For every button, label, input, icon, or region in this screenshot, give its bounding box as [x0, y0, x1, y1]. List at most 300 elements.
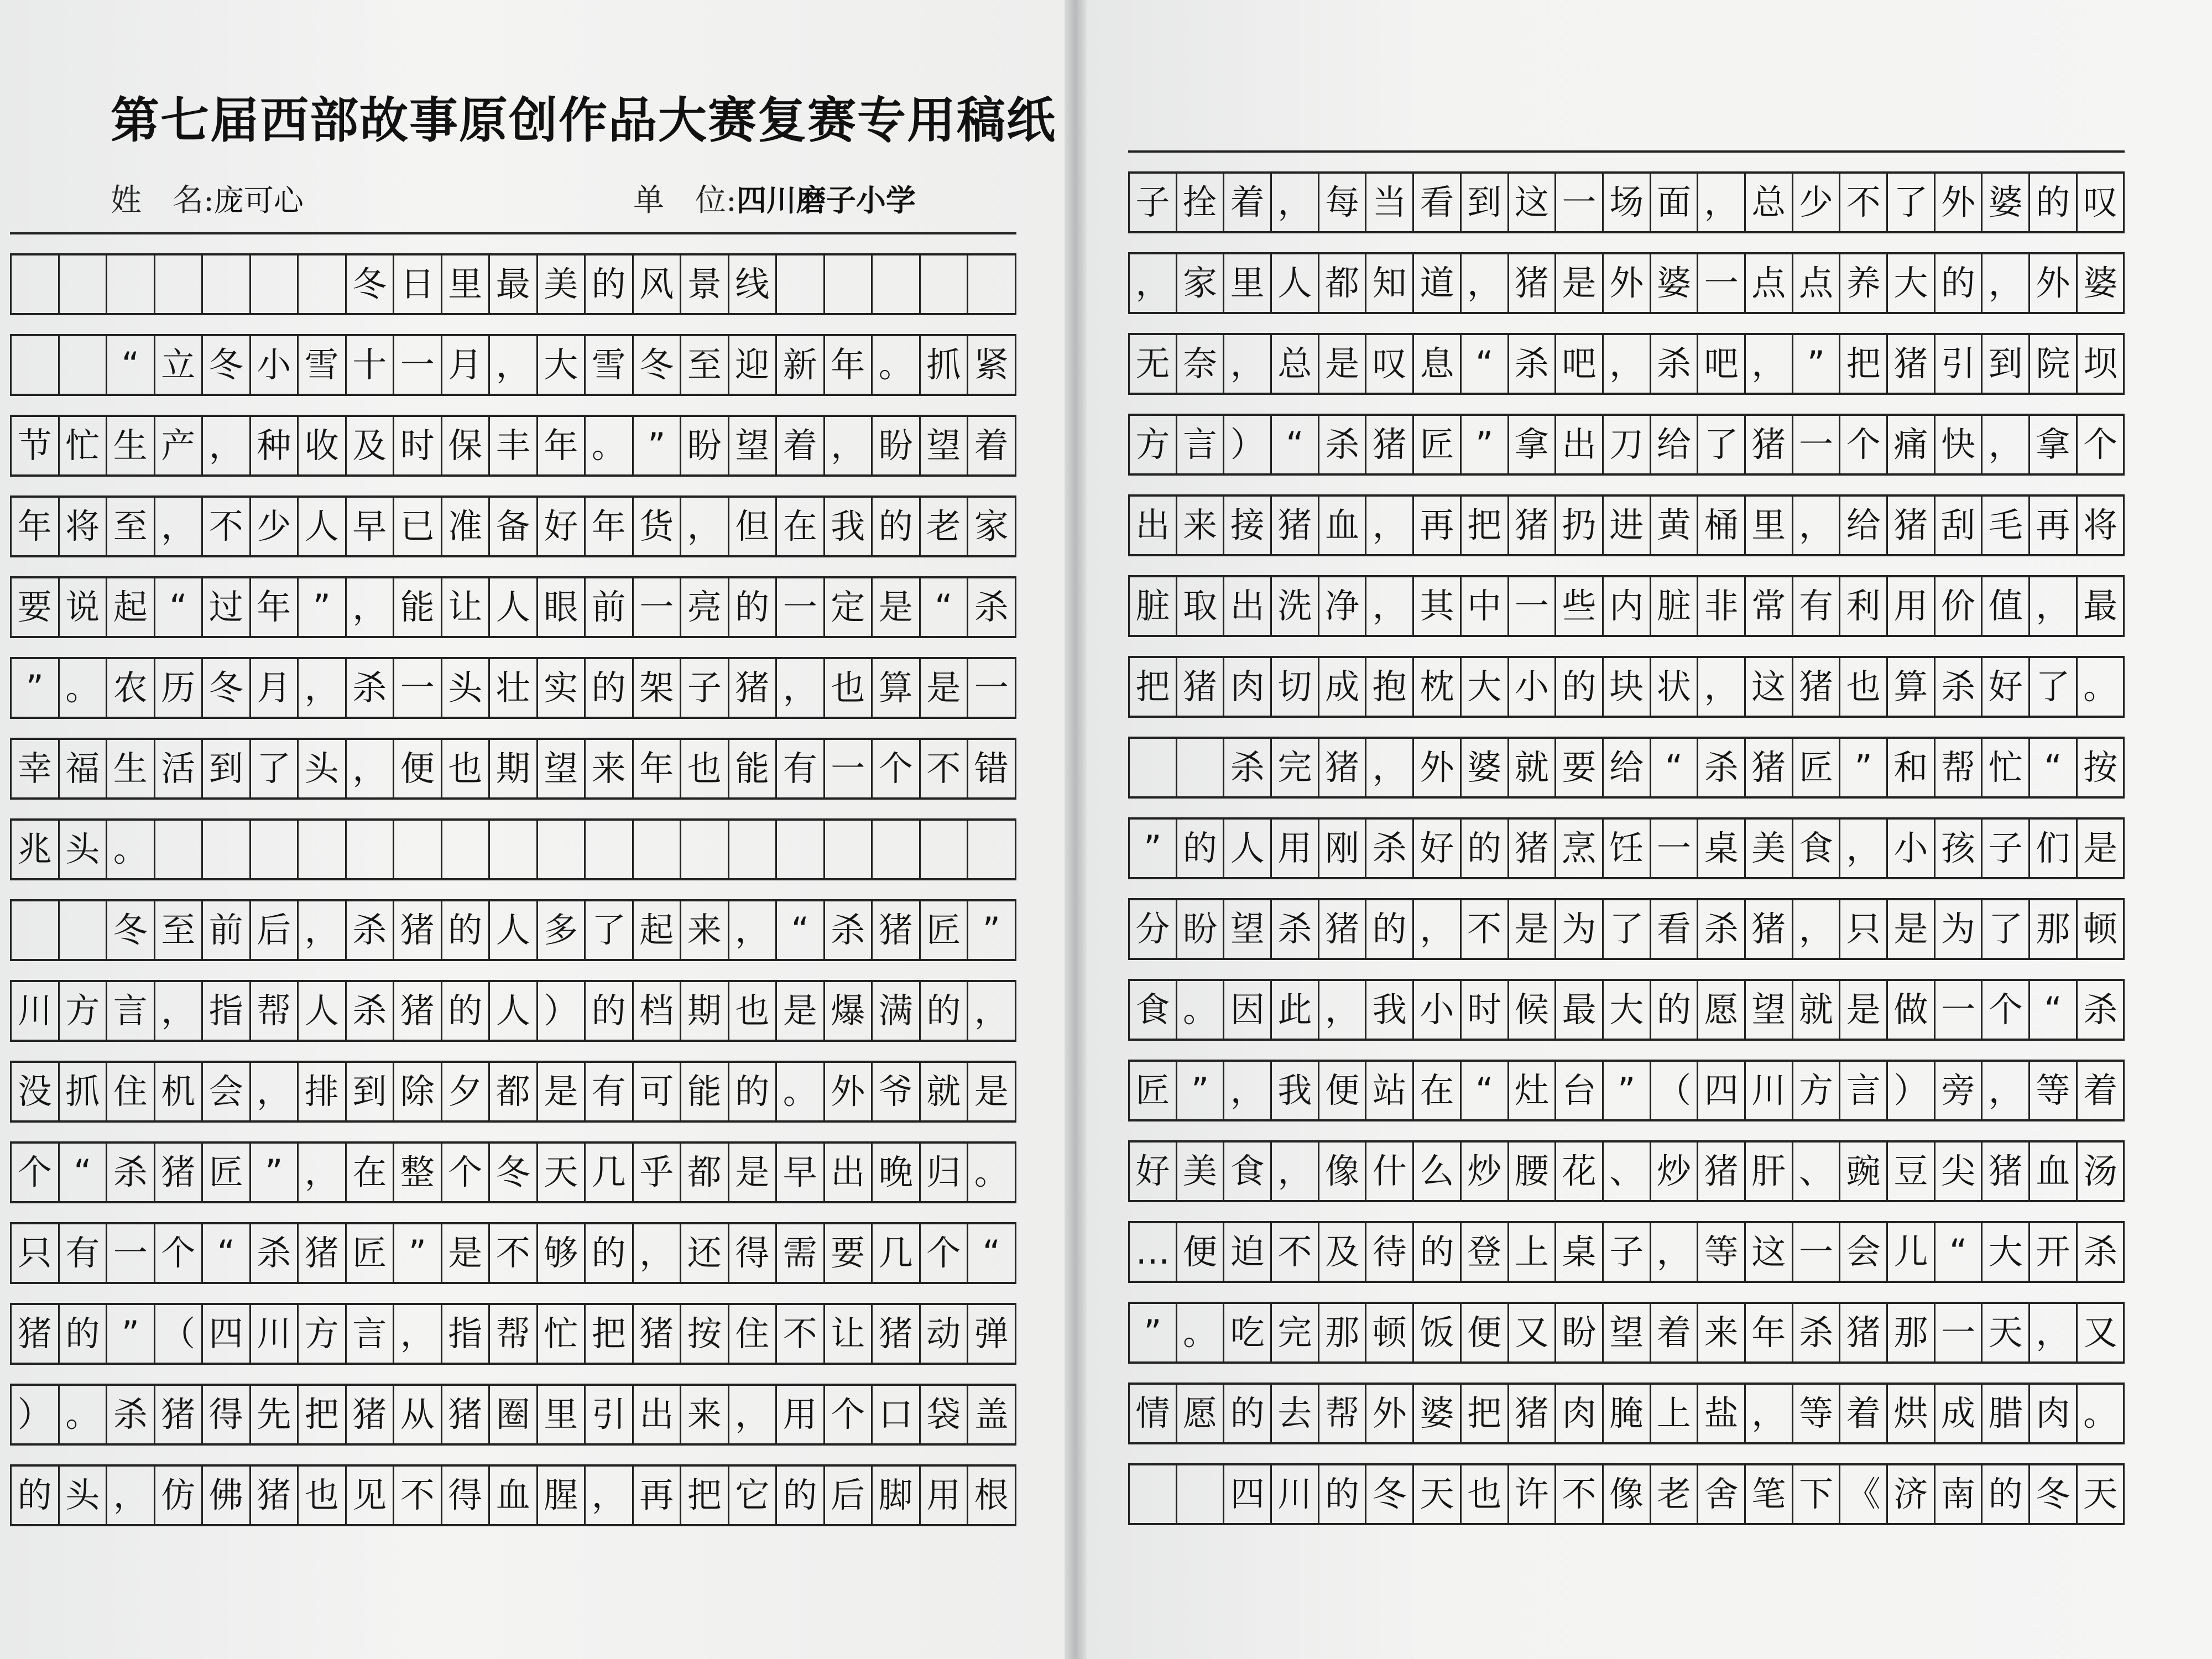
grid-row	[10, 394, 1016, 474]
name-field	[111, 176, 304, 220]
grid-cell: 下	[1793, 1465, 1841, 1523]
grid-cell: “	[921, 578, 969, 636]
grid-cell: 给	[1840, 497, 1888, 554]
grid-cell: ”	[107, 1305, 155, 1363]
grid-cell: 的	[1414, 1223, 1462, 1281]
grid-cell: ，	[968, 982, 1016, 1040]
grid-cell: 也	[1462, 1465, 1509, 1523]
grid-cell: 当	[1366, 174, 1414, 231]
grid-cell: 还	[681, 1224, 729, 1282]
grid-cell: 杀	[1224, 739, 1272, 796]
grid-cell: 腰	[1509, 1142, 1557, 1200]
grid-cell: 出	[1130, 497, 1177, 554]
grid-cell: 时	[394, 417, 442, 474]
form-title: 第七届西部故事原创作品大赛复赛专用稿纸	[111, 91, 1057, 149]
row-separator	[10, 1120, 1016, 1144]
grid-cell: 口	[873, 1386, 921, 1443]
row-separator	[10, 394, 1016, 417]
grid-cell	[60, 255, 108, 313]
grid-cell: 方	[1793, 1062, 1841, 1119]
grid-cell: 又	[2078, 1304, 2125, 1361]
grid-cell: 一	[1793, 416, 1841, 473]
grid-cell: 子	[681, 659, 729, 717]
grid-cell: 按	[2078, 739, 2125, 796]
grid-cell: 言	[1177, 416, 1225, 473]
grid-cell: 外	[1936, 174, 1983, 231]
row-cells	[10, 498, 1016, 555]
grid-cell: 也	[681, 740, 729, 797]
grid-cell: 杀	[1698, 739, 1746, 796]
grid-cell	[634, 821, 682, 878]
row-cells	[10, 982, 1016, 1040]
grid-cell: 它	[729, 1467, 778, 1524]
grid-cell: 猪	[442, 1386, 491, 1443]
grid-cell: 个	[1983, 981, 2030, 1039]
grid-cell: 乎	[634, 1144, 682, 1201]
grid-cell: 着	[968, 417, 1016, 474]
grid-cell: 点	[1793, 254, 1841, 312]
grid-cell: 收	[299, 417, 347, 474]
grid-cell: 小	[251, 336, 299, 394]
page-fold	[1065, 0, 1087, 1659]
grid-cell: 也	[299, 1467, 347, 1524]
grid-cell: 脏	[1130, 577, 1177, 635]
grid-row	[1128, 1039, 2125, 1119]
grid-cell: 到	[347, 1063, 395, 1120]
grid-cell: 养	[1840, 254, 1888, 312]
grid-cell: 大	[1983, 1223, 2030, 1281]
grid-cell: 方	[299, 1305, 347, 1363]
grid-cell: 指	[203, 982, 251, 1040]
grid-cell: 利	[1840, 577, 1888, 635]
grid-cell: 总	[1272, 335, 1319, 393]
grid-cell: 脚	[873, 1467, 921, 1524]
grid-cell: 猪	[155, 1144, 204, 1201]
grid-cell: 豆	[1888, 1142, 1936, 1200]
grid-cell: 外	[825, 1063, 873, 1120]
row-cells	[1128, 497, 2125, 554]
grid-cell: 十	[347, 336, 395, 394]
grid-cell: 常	[1746, 577, 1793, 635]
grid-cell: 一	[825, 740, 873, 797]
grid-cell	[825, 821, 873, 878]
grid-cell: 方	[1130, 416, 1177, 473]
grid-cell: 是	[777, 982, 825, 1040]
grid-cell: 不	[490, 1224, 538, 1282]
row-cells	[10, 1305, 1016, 1363]
row-cells	[10, 901, 1016, 959]
grid-cell: 着	[1224, 174, 1272, 231]
grid-cell: 一	[1936, 1304, 1983, 1361]
grid-cell: 亮	[681, 578, 729, 636]
grid-cell: ，	[299, 1144, 347, 1201]
grid-cell: ，	[1793, 900, 1841, 958]
grid-cell: 年	[825, 336, 873, 394]
grid-cell: 婆	[1651, 254, 1699, 312]
grid-cell: 黄	[1651, 497, 1699, 554]
grid-cell: 猪	[394, 982, 442, 1040]
grid-cell: 有	[1793, 577, 1841, 635]
grid-cell: 猪	[1888, 497, 1936, 554]
row-separator	[1128, 877, 2125, 900]
grid-cell: 来	[681, 1386, 729, 1443]
grid-cell: 个	[155, 1224, 204, 1282]
grid-cell: 肉	[1224, 658, 1272, 716]
grid-cell: 大	[1604, 981, 1651, 1039]
grid-cell: 引	[586, 1386, 634, 1443]
row-cells	[1128, 1062, 2125, 1119]
grid-cell: 许	[1509, 1465, 1557, 1523]
grid-cell: 花	[1556, 1142, 1604, 1200]
grid-cell: ”	[394, 1224, 442, 1282]
grid-cell: 把	[1462, 1385, 1509, 1442]
grid-cell: 满	[873, 982, 921, 1040]
grid-cell: 需	[777, 1224, 825, 1282]
grid-cell: 兆	[12, 821, 60, 878]
grid-cell: 。	[60, 659, 108, 717]
grid-cell: 净	[1319, 577, 1367, 635]
grid-row	[10, 1120, 1016, 1201]
grid-cell: 是	[442, 1224, 491, 1282]
grid-cell: 上	[1509, 1223, 1557, 1281]
grid-cell: 住	[107, 1063, 155, 1120]
grid-cell: 猪	[347, 1386, 395, 1443]
grid-cell: 里	[538, 1386, 586, 1443]
grid-cell: 尖	[1936, 1142, 1983, 1200]
grid-cell: 货	[634, 498, 682, 555]
grid-cell: 个	[2078, 416, 2125, 473]
grid-cell	[825, 255, 873, 313]
row-cells	[1128, 416, 2125, 473]
grid-cell: 。	[586, 417, 634, 474]
grid-cell: 四	[1698, 1062, 1746, 1119]
grid-cell: 就	[921, 1063, 969, 1120]
grid-cell: 猪	[1319, 739, 1367, 796]
grid-cell: 最	[2078, 577, 2125, 635]
grid-cell: 愿	[1698, 981, 1746, 1039]
grid-cell: ，	[1698, 658, 1746, 716]
grid-cell: 顿	[1366, 1304, 1414, 1361]
grid-cell: 顿	[2078, 900, 2125, 958]
grid-cell: 匠	[921, 901, 969, 959]
row-cells	[10, 1144, 1016, 1201]
grid-cell: 历	[155, 659, 204, 717]
grid-cell: 可	[634, 1063, 682, 1120]
row-cells	[10, 1467, 1016, 1524]
grid-cell: 再	[2030, 497, 2078, 554]
grid-cell: 新	[777, 336, 825, 394]
grid-cell: ，	[203, 417, 251, 474]
grid-cell: 个	[921, 1224, 969, 1282]
grid-cell: 生	[107, 740, 155, 797]
grid-cell: 都	[681, 1144, 729, 1201]
grid-cell: 抓	[921, 336, 969, 394]
grid-cell: 美	[1177, 1142, 1225, 1200]
grid-bottom-line	[10, 1524, 1016, 1526]
grid-cell	[251, 255, 299, 313]
grid-cell: “	[1462, 335, 1509, 393]
grid-cell: ，	[586, 1467, 634, 1524]
grid-cell	[12, 901, 60, 959]
grid-cell: 冬	[203, 659, 251, 717]
grid-cell: 道	[1414, 254, 1462, 312]
grid-cell: 杀	[2078, 1223, 2125, 1281]
grid-cell: 出	[1224, 577, 1272, 635]
grid-cell: 一	[777, 578, 825, 636]
grid-cell: 人	[299, 982, 347, 1040]
grid-cell: 到	[1462, 174, 1509, 231]
grid-cell: 炒	[1651, 1142, 1699, 1200]
grid-cell: 月	[442, 336, 491, 394]
grid-cell: 是	[538, 1063, 586, 1120]
grid-cell: 外	[1604, 254, 1651, 312]
grid-cell: 腌	[1604, 1385, 1651, 1442]
grid-cell: 像	[1604, 1465, 1651, 1523]
grid-cell: 一	[394, 659, 442, 717]
grid-cell: 要	[1556, 739, 1604, 796]
grid-cell: 了	[251, 740, 299, 797]
grid-cell: 指	[442, 1305, 491, 1363]
grid-cell	[203, 821, 251, 878]
grid-row	[1128, 877, 2125, 958]
grid-cell	[729, 821, 778, 878]
grid-cell: 眼	[538, 578, 586, 636]
row-separator	[1128, 1039, 2125, 1062]
grid-cell: 排	[299, 1063, 347, 1120]
grid-cell: 不	[1462, 900, 1509, 958]
grid-cell: 弹	[968, 1305, 1016, 1363]
grid-cell: 在	[1414, 1062, 1462, 1119]
grid-cell	[968, 821, 1016, 878]
grid-cell: 一	[1651, 820, 1699, 877]
grid-cell	[1177, 1465, 1225, 1523]
grid-cell: 进	[1604, 497, 1651, 554]
grid-cell: 、	[1604, 1142, 1651, 1200]
grid-cell: 息	[1414, 335, 1462, 393]
grid-cell: 农	[107, 659, 155, 717]
grid-cell: 看	[1414, 174, 1462, 231]
grid-cell: 血	[2030, 1142, 2078, 1200]
grid-cell: 此	[1272, 981, 1319, 1039]
row-separator	[1128, 635, 2125, 658]
row-separator	[10, 717, 1016, 740]
grid-cell: 旁	[1936, 1062, 1983, 1119]
grid-cell: 内	[1604, 577, 1651, 635]
grid-cell: ，	[2030, 1304, 2078, 1361]
grid-cell: ”	[1177, 1062, 1225, 1119]
grid-cell: 抓	[60, 1063, 108, 1120]
grid-cell: 猪	[1319, 900, 1367, 958]
grid-cell: 。	[1177, 1304, 1225, 1361]
grid-cell: 猪	[1509, 1385, 1557, 1442]
row-separator	[10, 1363, 1016, 1386]
grid-cell: 知	[1366, 254, 1414, 312]
grid-cell: 快	[1936, 416, 1983, 473]
grid-cell: 因	[1224, 981, 1272, 1039]
grid-cell: 一	[634, 578, 682, 636]
grid-cell: 盼	[1177, 900, 1225, 958]
grid-cell: “	[968, 1224, 1016, 1282]
grid-cell: 人	[1224, 820, 1272, 877]
grid-cell: 是	[1319, 335, 1367, 393]
grid-cell: 《	[1840, 1465, 1888, 1523]
grid-cell: 等	[1698, 1223, 1746, 1281]
grid-cell: 有	[777, 740, 825, 797]
grid-cell: 在	[347, 1144, 395, 1201]
grid-cell	[60, 336, 108, 394]
grid-cell: 猪	[1793, 658, 1841, 716]
grid-cell: 佛	[203, 1467, 251, 1524]
grid-cell: ，	[1130, 254, 1177, 312]
grid-cell: 的	[2030, 174, 2078, 231]
grid-cell: 有	[586, 1063, 634, 1120]
grid-cell: 是	[729, 1144, 778, 1201]
grid-cell: “	[60, 1144, 108, 1201]
grid-cell: 忙	[538, 1305, 586, 1363]
grid-cell	[394, 821, 442, 878]
grid-cell: 得	[729, 1224, 778, 1282]
grid-cell: 猪	[873, 1305, 921, 1363]
grid-cell: 得	[442, 1467, 491, 1524]
grid-cell: 冬	[490, 1144, 538, 1201]
grid-cell: 让	[442, 578, 491, 636]
grid-cell: 痛	[1888, 416, 1936, 473]
grid-cell: 食	[1130, 981, 1177, 1039]
grid-cell: 是	[1888, 900, 1936, 958]
grid-cell: 拴	[1177, 174, 1225, 231]
grid-cell: 是	[1840, 981, 1888, 1039]
grid-cell: 杀	[1509, 335, 1557, 393]
grid-cell: 这	[1509, 174, 1557, 231]
grid-cell: 天	[2078, 1465, 2125, 1523]
row-cells	[10, 659, 1016, 717]
row-cells	[10, 821, 1016, 878]
grid-cell: 些	[1556, 577, 1604, 635]
grid-cell: 时	[1462, 981, 1509, 1039]
grid-cell: 猪	[12, 1305, 60, 1363]
grid-cell: 晚	[873, 1144, 921, 1201]
grid-cell: 到	[203, 740, 251, 797]
grid-cell: 烹	[1556, 820, 1604, 877]
grid-cell: 大	[538, 336, 586, 394]
grid-cell: 的	[1983, 1465, 2030, 1523]
grid-cell	[442, 821, 491, 878]
grid-cell: 几	[586, 1144, 634, 1201]
grid-cell: 帮	[490, 1305, 538, 1363]
right-manuscript-grid	[1128, 150, 2125, 1525]
grid-cell: 大	[1888, 254, 1936, 312]
grid-cell: 出	[1556, 416, 1604, 473]
grid-cell: 定	[825, 578, 873, 636]
grid-cell: “	[777, 901, 825, 959]
grid-cell	[299, 821, 347, 878]
grid-cell: 四	[203, 1305, 251, 1363]
grid-cell: 不	[203, 498, 251, 555]
grid-cell: 猪	[1366, 416, 1414, 473]
unit-value: 四川磨子小学	[736, 183, 916, 218]
grid-cell: （	[1651, 1062, 1699, 1119]
grid-cell: 帮	[1319, 1385, 1367, 1442]
grid-cell: 至	[155, 901, 204, 959]
grid-cell	[1130, 739, 1177, 796]
grid-cell: 实	[538, 659, 586, 717]
grid-cell: 、	[1793, 1142, 1841, 1200]
row-separator	[1128, 796, 2125, 820]
grid-cell: 灶	[1509, 1062, 1557, 1119]
grid-cell	[155, 821, 204, 878]
grid-cell: 猪	[1746, 900, 1793, 958]
grid-row	[10, 1363, 1016, 1443]
grid-cell: 保	[442, 417, 491, 474]
grid-cell: 来	[1698, 1304, 1746, 1361]
grid-cell: 用	[921, 1467, 969, 1524]
grid-cell: ，	[634, 1224, 682, 1282]
row-separator	[10, 636, 1016, 659]
grid-cell: 迎	[729, 336, 778, 394]
grid-cell: 前	[203, 901, 251, 959]
grid-cell: 归	[921, 1144, 969, 1201]
grid-cell: 个	[1840, 416, 1888, 473]
row-separator	[1128, 231, 2125, 254]
grid-cell: 刮	[1936, 497, 1983, 554]
grid-cell: ，	[299, 901, 347, 959]
grid-cell: 接	[1224, 497, 1272, 554]
row-separator	[1128, 1442, 2125, 1465]
grid-cell: 。	[2078, 658, 2125, 716]
grid-cell: 汤	[2078, 1142, 2125, 1200]
grid-row	[1128, 716, 2125, 796]
grid-cell: 早	[347, 498, 395, 555]
grid-cell	[60, 901, 108, 959]
grid-cell: 来	[586, 740, 634, 797]
grid-cell: 景	[681, 255, 729, 313]
grid-cell: 抱	[1366, 658, 1414, 716]
grid-cell: 的	[1366, 900, 1414, 958]
grid-cell: ）	[1224, 416, 1272, 473]
grid-cell: 不	[1556, 1465, 1604, 1523]
grid-cell: 叹	[2078, 174, 2125, 231]
grid-cell: 匠	[347, 1224, 395, 1282]
unit-label: 单 位:	[633, 182, 737, 218]
grid-row	[1128, 796, 2125, 877]
row-cells	[1128, 577, 2125, 635]
grid-cell: ”	[1604, 1062, 1651, 1119]
grid-cell: 腥	[538, 1467, 586, 1524]
grid-cell: 是	[921, 659, 969, 717]
grid-cell: 一	[1793, 1223, 1841, 1281]
grid-cell: 袋	[921, 1386, 969, 1443]
grid-cell: 婆	[1462, 739, 1509, 796]
grid-cell: ，	[1793, 497, 1841, 554]
grid-cell: 大	[1462, 658, 1509, 716]
grid-cell: ，	[155, 498, 204, 555]
grid-cell: 人	[490, 901, 538, 959]
grid-cell: 那	[1888, 1304, 1936, 1361]
grid-cell: 错	[968, 740, 1016, 797]
grid-cell: 就	[1793, 981, 1841, 1039]
grid-cell: 便	[394, 740, 442, 797]
grid-row	[10, 717, 1016, 797]
row-separator	[1128, 150, 2125, 174]
unit-field	[633, 176, 916, 220]
grid-cell: “	[155, 578, 204, 636]
grid-cell: 小	[1414, 981, 1462, 1039]
grid-cell: ，	[1319, 981, 1367, 1039]
grid-cell: 的	[1177, 820, 1225, 877]
grid-cell: 外	[1414, 739, 1462, 796]
grid-cell: “	[107, 336, 155, 394]
grid-row	[1128, 393, 2125, 473]
